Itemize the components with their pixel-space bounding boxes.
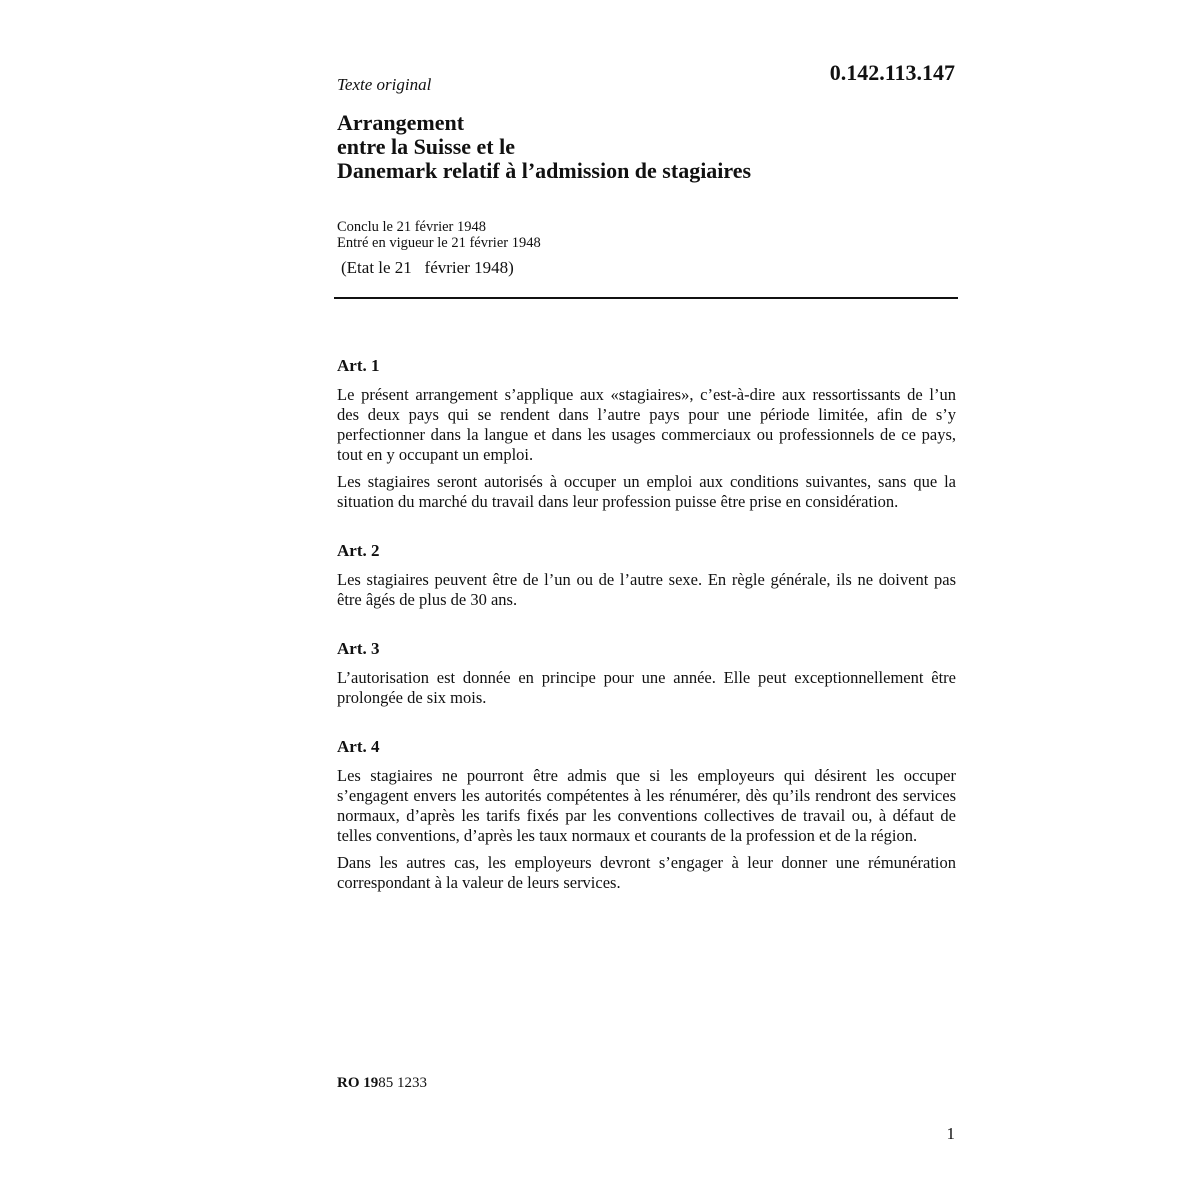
document-number: 0.142.113.147 [829, 60, 955, 85]
article-paragraph: Le présent arrangement s’applique aux «stagiaires», c’est-à-dire aux ressortissants de l’un des deux pays qui se rendent dans l’autre pays pour une période limitée, afin de s’y perfectionner dans la langue et dans les usages commerciaux ou professionnels de ce pays, tout en y occupant un emploi. [337, 385, 956, 464]
header-divider [334, 297, 958, 299]
article-heading: Art. 3 [337, 639, 380, 658]
articles-section [337, 356, 956, 900]
concluded-date: Conclu le 21 février 1948 [337, 219, 486, 235]
in-force-date: Entré en vigueur le 21 février 1948 [337, 235, 541, 251]
article-paragraph: Les stagiaires peuvent être de l’un ou de l’autre sexe. En règle générale, ils ne doivent pas être âgés de plus de 30 ans. [337, 570, 956, 609]
original-text-label: Texte original [337, 75, 432, 94]
article-heading: Art. 4 [337, 737, 380, 756]
footnote-bold-r: R [337, 1075, 348, 1091]
footnote-rest: 85 1233 [378, 1075, 428, 1091]
title-line-2: entre la Suisse et le [337, 134, 516, 159]
article-paragraph: Les stagiaires seront autorisés à occuper un emploi aux conditions suivantes, sans que la situation du marché du travail dans leur profession puisse être prise en considération. [337, 472, 956, 511]
article-spacer [337, 617, 956, 639]
status-date: (Etat le 21 février 1948) [341, 258, 514, 277]
document-title [337, 111, 957, 183]
page-number: 1 [946, 1124, 955, 1143]
article-heading: Art. 2 [337, 541, 380, 560]
article-spacer [337, 519, 956, 541]
article-paragraph: Dans les autres cas, les employeurs devront s’engager à leur donner une rémunération correspondant à la valeur de leurs services. [337, 853, 956, 892]
article-2 [337, 541, 956, 610]
article-heading: Art. 1 [337, 356, 380, 375]
footnote-bold-o19: O 19 [347, 1075, 379, 1091]
article-paragraph: L’autorisation est donnée en principe pour une année. Elle peut exceptionnellement être prolongée de six mois. [337, 668, 956, 707]
title-line-1: Arrangement [337, 110, 465, 135]
footnote-reference [337, 1075, 427, 1092]
article-1 [337, 356, 956, 512]
article-spacer [337, 715, 956, 737]
document-dates [337, 219, 541, 251]
article-paragraph: Les stagiaires ne pourront être admis que si les employeurs qui désirent les occuper s’engagent envers les autorités compétentes à les rénumérer, dès qu’ils rendront des services normaux, d’après les tarifs fixés par les conventions collectives de travail ou, à défaut de telles conventions, d’après les taux normaux et courants de la profession et de la région. [337, 766, 956, 845]
article-3 [337, 639, 956, 708]
title-line-3: Danemark relatif à l’admission de stagiaires [337, 158, 752, 183]
article-4 [337, 737, 956, 893]
